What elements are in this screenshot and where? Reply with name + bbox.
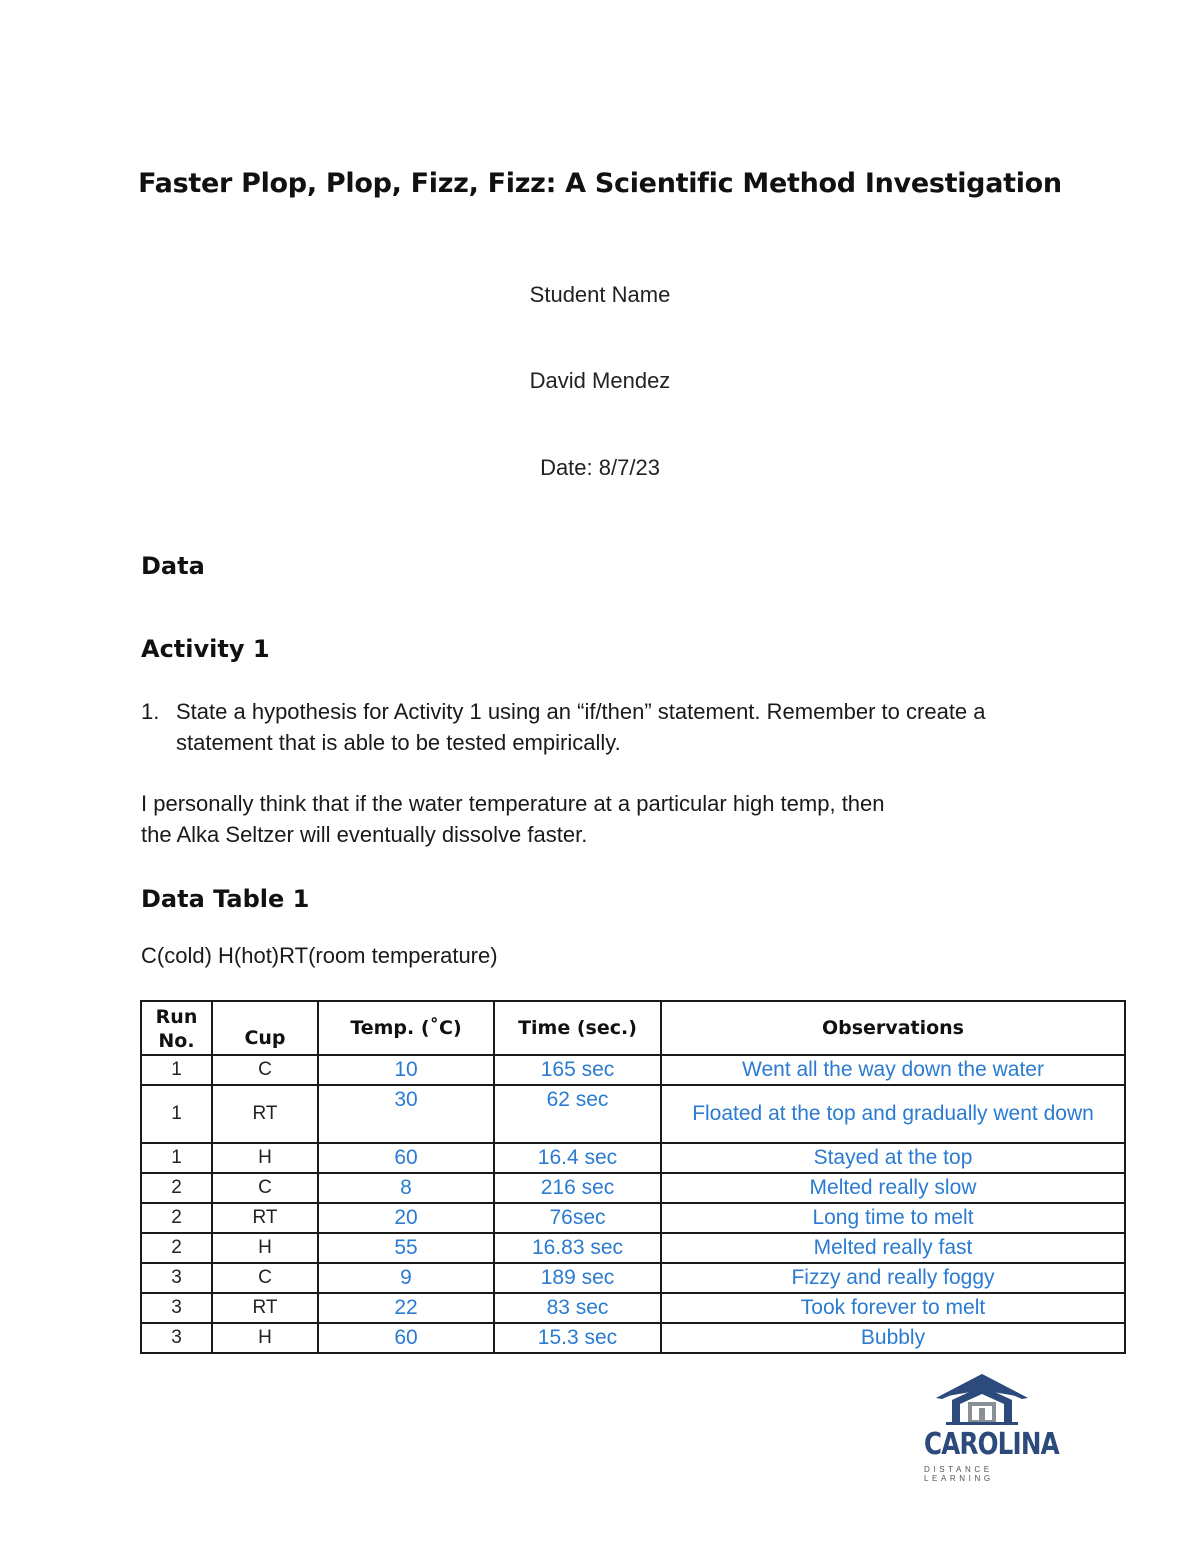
cell-cup: H [212,1233,318,1263]
cell-temp: 8 [318,1173,494,1203]
data-table-heading: Data Table 1 [141,885,310,913]
cell-observation: Fizzy and really foggy [661,1263,1125,1293]
cell-cup: H [212,1143,318,1173]
cell-observation: Bubbly [661,1323,1125,1353]
question-text: State a hypothesis for Activity 1 using an “if/then” statement. Remember to create a statement that is able to be tested empirically. [176,699,986,755]
cell-run: 1 [141,1055,212,1085]
question-number: 1. [141,699,160,724]
header-cup: Cup [212,1001,318,1055]
cell-time: 62 sec [494,1085,661,1143]
hypothesis-answer-line-1: I personally think that if the water temperature at a particular high temp, then [141,791,885,816]
header-run-no [141,1001,212,1055]
header-run-line1: Run [155,1006,198,1028]
data-table [140,1000,1126,1354]
carolina-logo [918,1372,1059,1483]
activity-heading: Activity 1 [141,635,270,663]
cell-observation: Melted really slow [661,1173,1125,1203]
cell-cup: C [212,1263,318,1293]
cell-observation: Took forever to melt [661,1293,1125,1323]
table-header-row [141,1001,1125,1055]
date-line: Date: 8/7/23 [540,455,660,480]
header-temp: Temp. (˚C) [318,1001,494,1055]
header-run-line2: No. [158,1030,195,1052]
cell-observation: Long time to melt [661,1203,1125,1233]
cell-cup: RT [212,1293,318,1323]
logo-brand-text: CAROLINA [924,1427,1059,1462]
cell-temp: 20 [318,1203,494,1233]
cell-run: 3 [141,1323,212,1353]
cell-run: 1 [141,1143,212,1173]
cell-observation: Stayed at the top [661,1143,1125,1173]
student-name-label: Student Name [529,282,671,307]
cell-cup: RT [212,1203,318,1233]
cell-temp: 30 [318,1085,494,1143]
cell-observation: Melted really fast [661,1233,1125,1263]
table-row [141,1055,1125,1085]
header-time: Time (sec.) [494,1001,661,1055]
cell-cup: H [212,1323,318,1353]
cell-time: 16.83 sec [494,1233,661,1263]
cell-run: 3 [141,1293,212,1323]
cell-cup: C [212,1055,318,1085]
header-observations: Observations [661,1001,1125,1055]
cup-legend: C(cold) H(hot)RT(room temperature) [141,943,498,968]
cell-time: 216 sec [494,1173,661,1203]
table-row [141,1293,1125,1323]
cell-temp: 9 [318,1263,494,1293]
data-heading: Data [141,552,205,580]
table-row [141,1233,1125,1263]
cell-run: 2 [141,1233,212,1263]
table-row [141,1085,1125,1143]
cell-time: 165 sec [494,1055,661,1085]
table-row [141,1263,1125,1293]
cell-run: 1 [141,1085,212,1143]
cell-temp: 10 [318,1055,494,1085]
cell-run: 3 [141,1263,212,1293]
house-mortarboard-icon [932,1372,1032,1428]
cell-time: 76sec [494,1203,661,1233]
cell-observation: Went all the way down the water [661,1055,1125,1085]
cell-time: 16.4 sec [494,1143,661,1173]
hypothesis-answer-line-2: the Alka Seltzer will eventually dissolve faster. [141,822,588,847]
cell-time: 189 sec [494,1263,661,1293]
table-row [141,1143,1125,1173]
cell-time: 15.3 sec [494,1323,661,1353]
cell-temp: 55 [318,1233,494,1263]
cell-observation: Floated at the top and gradually went down [661,1085,1125,1143]
cell-temp: 60 [318,1323,494,1353]
document-title: Faster Plop, Plop, Fizz, Fizz: A Scientific Method Investigation [138,168,1062,199]
student-name-value: David Mendez [529,368,671,393]
cell-run: 2 [141,1203,212,1233]
cell-run: 2 [141,1173,212,1203]
table-row [141,1203,1125,1233]
cell-time: 83 sec [494,1293,661,1323]
cell-cup: RT [212,1085,318,1143]
table-row [141,1173,1125,1203]
logo-tagline: DISTANCE LEARNING [924,1465,994,1483]
cell-cup: C [212,1173,318,1203]
cell-temp: 22 [318,1293,494,1323]
cell-temp: 60 [318,1143,494,1173]
question-item [141,696,1061,760]
table-row [141,1323,1125,1353]
